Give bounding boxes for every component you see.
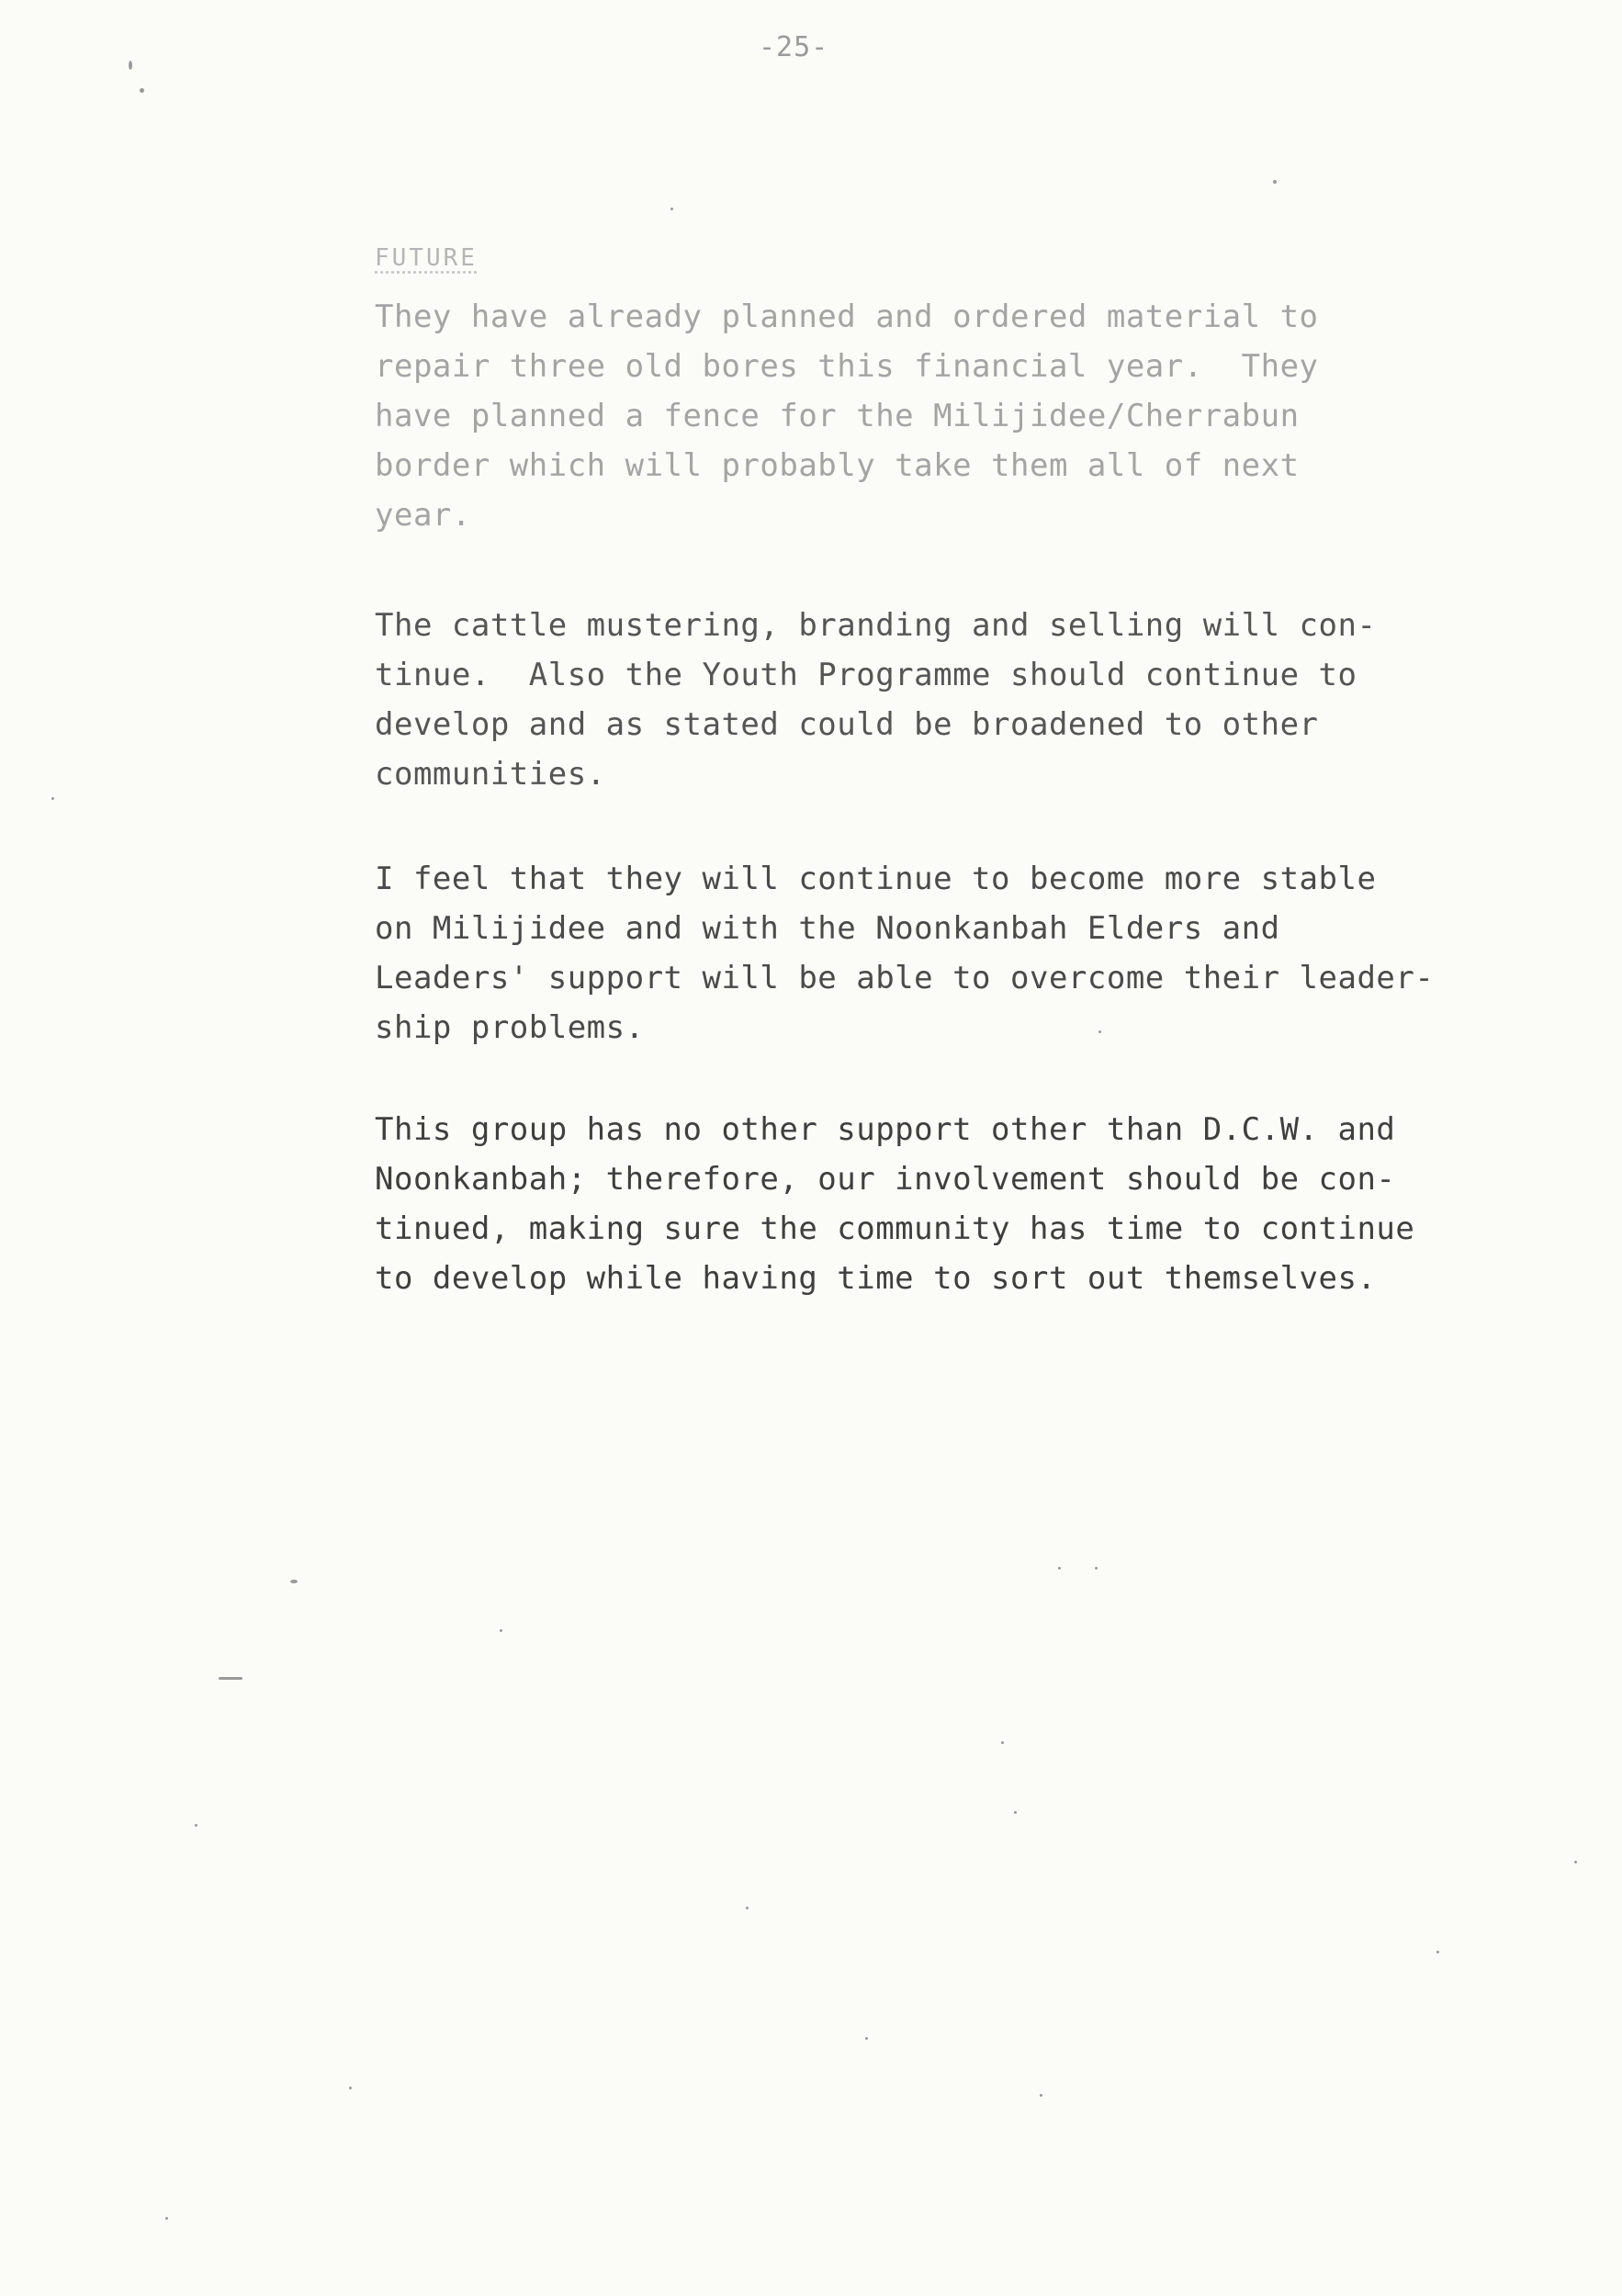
- text-line: border which will probably take them all of next: [375, 447, 1300, 484]
- text-line: tinue. Also the Youth Programme should continue to: [375, 657, 1357, 693]
- text-line: This group has no other support other than D.C.W. and: [375, 1111, 1396, 1148]
- scan-speck: [195, 1824, 197, 1827]
- scan-speck: [219, 1677, 242, 1680]
- text-line: They have already planned and ordered material to: [375, 298, 1319, 335]
- text-line: tinued, making sure the community has time to continue: [375, 1210, 1415, 1247]
- scan-speck: [349, 2087, 352, 2089]
- paragraph-support: [375, 1105, 1477, 1303]
- scan-speck: [51, 797, 54, 800]
- scan-speck: [1014, 1811, 1017, 1814]
- text-line: year.: [375, 497, 471, 534]
- scan-speck: [746, 1907, 749, 1909]
- text-line: ship problems.: [375, 1009, 645, 1046]
- scan-speck: [500, 1629, 502, 1632]
- scan-speck: [1058, 1567, 1061, 1570]
- paragraph-cattle-youth: [375, 601, 1477, 799]
- text-line: Leaders' support will be able to overcome their leader-: [375, 960, 1435, 996]
- scan-speck: [290, 1580, 298, 1583]
- scan-speck: [865, 2037, 868, 2040]
- text-line: to develop while having time to sort out themselves.: [375, 1260, 1377, 1297]
- text-line: Noonkanbah; therefore, our involvement should be con-: [375, 1161, 1396, 1198]
- text-line: communities.: [375, 756, 606, 793]
- scan-speck: [670, 208, 673, 210]
- paragraph-future-plans: [375, 292, 1477, 540]
- text-line: repair three old bores this financial year. They: [375, 348, 1319, 385]
- text-line: have planned a fence for the Milijidee/Cherrabun: [375, 398, 1300, 434]
- section-heading: FUTURE: [375, 244, 478, 272]
- text-line: on Milijidee and with the Noonkanbah Elders and: [375, 910, 1280, 947]
- scan-speck: [140, 88, 144, 93]
- text-line: I feel that they will continue to become more stable: [375, 861, 1377, 897]
- text-line: develop and as stated could be broadened to other: [375, 706, 1319, 743]
- scan-speck: [165, 2217, 168, 2220]
- scan-speck: [1095, 1567, 1098, 1570]
- text-line: The cattle mustering, branding and selling will con-: [375, 607, 1377, 644]
- scan-speck: [1001, 1741, 1004, 1744]
- paragraph-stability: [375, 854, 1477, 1052]
- scan-speck: [1273, 180, 1277, 184]
- scan-speck: [129, 61, 132, 70]
- scan-speck: [1098, 1030, 1101, 1033]
- scan-speck: [1040, 2094, 1042, 2097]
- page-number: -25-: [759, 31, 829, 63]
- scan-speck: [1436, 1951, 1439, 1953]
- scan-speck: [1574, 1861, 1577, 1863]
